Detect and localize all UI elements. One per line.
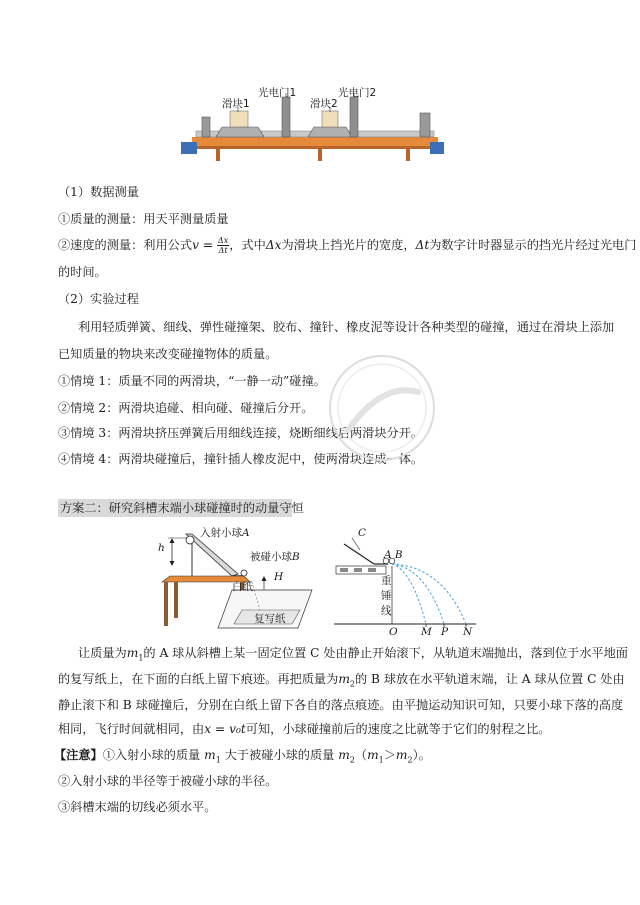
- label-plumb-2: 锤: [381, 590, 392, 602]
- label-slider-1: 滑块1: [222, 98, 250, 110]
- plan2-body-line4: 相同，飞行时间就相同，由x = v₀t可知，小球碰撞前后的速度之比就等于它们的射程之比。: [58, 722, 551, 736]
- note-1: 【注意】①入射小球的质量 $m_1$ 大于被碰小球的质量 $m_2(m_1>m_2)$。: [54, 748, 431, 765]
- track-leg-left: [216, 149, 220, 161]
- label-plumb-3: 线: [381, 605, 392, 617]
- photogate-2: [350, 97, 358, 137]
- foot-left: [181, 142, 197, 154]
- case-3: ③情境 3：两滑块挤压弹簧后用细线连接，烧断细线后两滑块分开。: [58, 426, 424, 440]
- case-2: ②情境 2：两滑块追碰、相向碰、碰撞后分开。: [58, 401, 314, 415]
- label-target-ball: 被碰小球B: [250, 551, 300, 563]
- label-incident-ball: 入射小球A: [200, 527, 250, 539]
- process-paragraph-line2: 已知质量的物块来改变碰撞物体的质量。: [58, 347, 278, 361]
- incident-ball: [186, 536, 194, 544]
- end-stop-left: [202, 117, 210, 137]
- plan2-body-line3: 静止滚下和 B 球碰撞后，分别在白纸上留下各自的落点痕迹。由平抛运动知识可知，只要小球下落的高度: [58, 698, 624, 712]
- slider-1-flag: [230, 111, 248, 127]
- end-stop-right: [420, 113, 430, 137]
- label-h: h: [158, 542, 165, 554]
- label-carbon-paper: 复写纸: [254, 613, 286, 625]
- label-photogate-2: 光电门2: [338, 87, 377, 99]
- trajectory-N: [392, 564, 466, 624]
- case-1: ①情境 1：质量不同的两滑块，“一静一动”碰撞。: [58, 374, 326, 388]
- track-leg-right: [406, 149, 410, 161]
- foot-right: [430, 142, 444, 154]
- plan2-body-line2: 的复写纸上，在下面的白纸上留下痕迹。再把质量为$m_2$的 B 球放在水平轨道末端，让 A 球从位置 C 处由: [58, 672, 625, 689]
- part2-heading: （2）实验过程: [58, 292, 139, 306]
- slider-1: [216, 127, 264, 137]
- label-M: M: [421, 626, 432, 638]
- part1-heading: （1）数据测量: [58, 185, 139, 199]
- track-leg-mid: [318, 149, 322, 161]
- label-P: P: [441, 626, 449, 638]
- plan2-title: 方案二：研究斜槽末端小球碰撞时的动量守恒: [60, 501, 304, 515]
- track-bed: [192, 137, 438, 146]
- label-photogate-1: 光电门1: [258, 87, 297, 99]
- watermark-seal: [326, 352, 438, 464]
- label-slider-2: 滑块2: [310, 98, 338, 110]
- velocity-fraction: $\frac{\Delta x}{\Delta t}$: [217, 236, 229, 255]
- label-C: C: [358, 527, 367, 539]
- slider-2-flag: [322, 111, 338, 127]
- note-2: ②入射小球的半径等于被碰小球的半径。: [58, 774, 278, 788]
- slider-2: [308, 127, 352, 137]
- photogate-1: [282, 97, 290, 137]
- velocity-measurement-cont: 的时间。: [58, 265, 107, 279]
- mass-measurement: ①质量的测量：用天平测量质量: [58, 212, 229, 226]
- label-O: O: [389, 626, 398, 638]
- trajectory-P: [392, 564, 444, 624]
- track-bed-shadow: [192, 146, 438, 149]
- target-ball: [241, 570, 247, 576]
- trajectory-M: [392, 564, 426, 624]
- label-H: H: [274, 571, 284, 583]
- label-AB: A B: [384, 549, 403, 561]
- trajectory-figure: [330, 528, 480, 636]
- note-3: ③斜槽末端的切线必须水平。: [58, 800, 217, 814]
- velocity-measurement: ②速度的测量：利用公式v = $\frac{\Delta x}{\Delta t}$ ，式中Δx为滑块上挡光片的宽度，Δt为数字计时器显示的挡光片经过光电门: [58, 236, 637, 255]
- plan2-body-line1: 让质量为$m_1$的 A 球从斜槽上某一固定位置 C 处由静止开始滚下，从轨道末端抛出，落到位于水平地面: [78, 646, 628, 663]
- label-plumb-1: 重: [381, 575, 392, 587]
- process-paragraph-line1: 利用轻质弹簧、细线、弹性碰撞架、胶布、撞针、橡皮泥等设计各种类型的碰撞，通过在滑块上添加: [78, 320, 615, 334]
- label-N: N: [463, 626, 473, 638]
- case-4: ④情境 4：两滑块碰撞后，撞针插人橡皮泥中，使两滑块连成一体。: [58, 452, 424, 466]
- label-white-paper: 白纸: [232, 581, 253, 593]
